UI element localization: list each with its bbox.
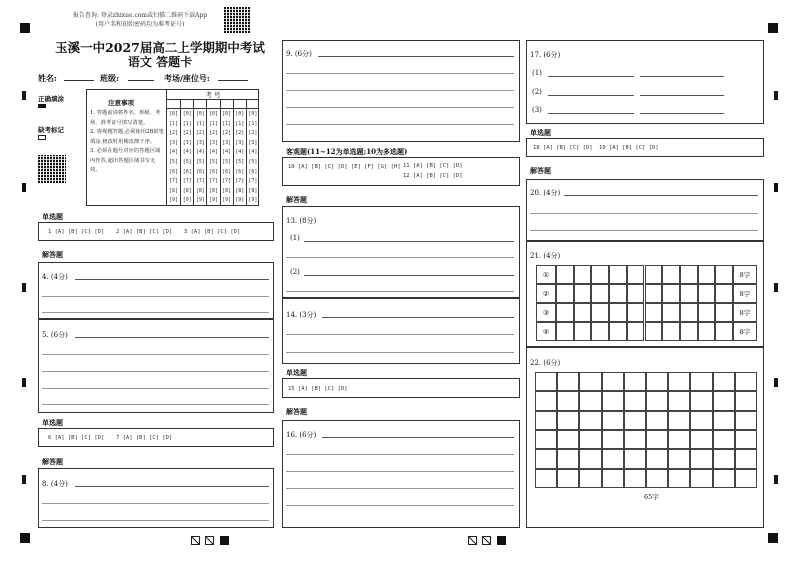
- q21-cell[interactable]: [698, 322, 716, 341]
- page-mark: [482, 536, 491, 545]
- options-q19[interactable]: 19 [A] [B] [C] [D]: [599, 145, 659, 151]
- q22-cell[interactable]: [646, 372, 668, 391]
- exam-no-bubble[interactable]: [4]: [248, 149, 258, 156]
- exam-no-bubble[interactable]: [7]: [182, 178, 192, 185]
- question-20-label: 20. (4分): [530, 189, 561, 197]
- qr-code-icon: [224, 7, 250, 33]
- q22-cell[interactable]: [602, 411, 624, 430]
- q21-row-suffix: 8字: [733, 303, 757, 322]
- exam-no-bubble[interactable]: [3]: [182, 139, 192, 146]
- question-5-label: 5. (6分): [42, 331, 68, 339]
- q21-cell[interactable]: [680, 303, 698, 322]
- q22-cell[interactable]: [713, 449, 735, 468]
- exam-no-bubble[interactable]: [2]: [169, 130, 179, 137]
- options-q15[interactable]: 15 [A] [B] [C] [D]: [288, 386, 348, 392]
- q21-cell[interactable]: [715, 284, 733, 303]
- q21-cell[interactable]: [662, 322, 680, 341]
- q21-cell[interactable]: [715, 322, 733, 341]
- question-13-1-label: (1): [290, 234, 300, 242]
- exam-no-bubble[interactable]: [3]: [208, 139, 218, 146]
- q22-cell[interactable]: [668, 430, 690, 449]
- exam-no-bubble[interactable]: [6]: [195, 168, 205, 175]
- q22-cell[interactable]: [535, 372, 557, 391]
- exam-no-bubble[interactable]: [5]: [248, 158, 258, 165]
- exam-no-bubble[interactable]: [8]: [195, 187, 205, 194]
- q22-cell[interactable]: [735, 430, 757, 449]
- room-field[interactable]: [218, 80, 248, 81]
- exam-no-bubble[interactable]: [8]: [235, 187, 245, 194]
- exam-no-column[interactable]: [246, 99, 259, 206]
- exam-no-bubble[interactable]: [8]: [208, 187, 218, 194]
- q22-cell[interactable]: [557, 430, 579, 449]
- options-q12[interactable]: 12 [A] [B] [C] [D]: [403, 173, 463, 179]
- correct-fill-sample: [38, 104, 46, 108]
- q22-cell[interactable]: [646, 430, 668, 449]
- section-objective: 客观题(11~12为单选题;10为多选题): [286, 147, 408, 156]
- q22-cell[interactable]: [713, 430, 735, 449]
- q22-cell[interactable]: [624, 411, 646, 430]
- question-21-label: 21. (4分): [530, 252, 561, 260]
- q22-cell[interactable]: [646, 411, 668, 430]
- q22-cell[interactable]: [579, 411, 601, 430]
- q21-cell[interactable]: [609, 322, 627, 341]
- q21-row-number: ④: [536, 322, 556, 341]
- corner-mark-br: [768, 533, 778, 543]
- exam-no-bubble[interactable]: [1]: [235, 120, 245, 127]
- options-q3[interactable]: 3 [A] [B] [C] [D]: [184, 229, 241, 235]
- exam-no-bubble[interactable]: [1]: [195, 120, 205, 127]
- q22-cell[interactable]: [713, 411, 735, 430]
- q22-cell[interactable]: [535, 449, 557, 468]
- q22-cell[interactable]: [690, 372, 712, 391]
- exam-no-bubble[interactable]: [9]: [195, 197, 205, 204]
- section-single-choice: 单选题: [42, 212, 63, 221]
- q21-cell[interactable]: [591, 265, 609, 284]
- q21-cell[interactable]: [609, 303, 627, 322]
- page-mark: [205, 536, 214, 545]
- q21-cell[interactable]: [662, 265, 680, 284]
- exam-no-bubble[interactable]: [9]: [182, 197, 192, 204]
- exam-no-bubble[interactable]: [6]: [235, 168, 245, 175]
- q22-cell[interactable]: [557, 469, 579, 488]
- timing-mark: [774, 378, 778, 387]
- exam-no-bubble[interactable]: [9]: [235, 197, 245, 204]
- exam-no-bubble[interactable]: [3]: [235, 139, 245, 146]
- question-14-label: 14. (3分): [286, 311, 317, 319]
- exam-no-bubble[interactable]: [0]: [208, 111, 218, 117]
- q22-cell[interactable]: [602, 391, 624, 410]
- q22-cell[interactable]: [535, 411, 557, 430]
- exam-no-bubble[interactable]: [2]: [195, 130, 205, 137]
- question-22-label: 22. (6分): [530, 359, 561, 367]
- question-17-1-label: (1): [532, 69, 542, 77]
- exam-no-column[interactable]: [206, 99, 219, 206]
- exam-no-bubbles[interactable]: [167, 99, 259, 206]
- exam-no-bubble[interactable]: [0]: [222, 111, 232, 117]
- q21-cell[interactable]: [645, 322, 663, 341]
- q22-cell[interactable]: [668, 469, 690, 488]
- exam-no-bubble[interactable]: [3]: [222, 139, 232, 146]
- card-title: 语文 答题卡: [127, 55, 193, 69]
- exam-no-column[interactable]: [193, 99, 206, 206]
- exam-no-bubble[interactable]: [6]: [208, 168, 218, 175]
- q22-cell[interactable]: [690, 430, 712, 449]
- exam-no-bubble[interactable]: [7]: [248, 178, 258, 185]
- q22-cell[interactable]: [579, 391, 601, 410]
- exam-no-bubble[interactable]: [3]: [195, 139, 205, 146]
- q21-cell[interactable]: [574, 265, 592, 284]
- q21-cell[interactable]: [556, 265, 574, 284]
- q21-cell[interactable]: [662, 303, 680, 322]
- answer-box-q14: [282, 298, 520, 364]
- q21-cell[interactable]: [627, 265, 645, 284]
- exam-no-bubble[interactable]: [1]: [248, 120, 258, 127]
- q21-cell[interactable]: [645, 265, 663, 284]
- exam-no-bubble[interactable]: [7]: [169, 178, 179, 185]
- q22-cell[interactable]: [668, 372, 690, 391]
- exam-no-bubble[interactable]: [6]: [169, 168, 179, 175]
- page-mark: [191, 536, 200, 545]
- q21-row-number: ①: [536, 265, 556, 284]
- exam-no-bubble[interactable]: [2]: [182, 130, 192, 137]
- q22-cell[interactable]: [602, 449, 624, 468]
- q21-cell[interactable]: [574, 322, 592, 341]
- timing-mark: [774, 91, 778, 100]
- timing-mark: [22, 378, 26, 387]
- q22-cell[interactable]: [668, 391, 690, 410]
- answer-box-q13: [282, 206, 520, 298]
- q22-cell[interactable]: [735, 449, 757, 468]
- q21-row-number: ③: [536, 303, 556, 322]
- timing-mark: [774, 183, 778, 192]
- q22-cell[interactable]: [735, 411, 757, 430]
- exam-no-bubble[interactable]: [2]: [222, 130, 232, 137]
- q21-cell[interactable]: [591, 322, 609, 341]
- exam-no-column[interactable]: [180, 99, 193, 206]
- exam-no-bubble[interactable]: [4]: [182, 149, 192, 156]
- question-16-label: 16. (6分): [286, 431, 317, 439]
- q21-cell[interactable]: [715, 303, 733, 322]
- q21-cell[interactable]: [698, 284, 716, 303]
- exam-no-bubble[interactable]: [6]: [222, 168, 232, 175]
- timing-mark: [22, 183, 26, 192]
- q21-row-suffix: 8字: [733, 284, 757, 303]
- exam-no-bubble[interactable]: [2]: [248, 130, 258, 137]
- q21-row-number: ②: [536, 284, 556, 303]
- exam-no-bubble[interactable]: [3]: [248, 139, 258, 146]
- notice-title: 注意事项: [108, 99, 134, 107]
- q22-cell[interactable]: [624, 372, 646, 391]
- q21-cell[interactable]: [556, 322, 574, 341]
- q21-row-suffix: 8字: [733, 265, 757, 284]
- q21-cell[interactable]: [680, 284, 698, 303]
- options-q6[interactable]: 6 [A] [B] [C] [D]: [48, 435, 105, 441]
- exam-no-bubble[interactable]: [7]: [235, 178, 245, 185]
- exam-no-bubble[interactable]: [9]: [208, 197, 218, 204]
- exam-no-bubble[interactable]: [3]: [169, 139, 179, 146]
- exam-no-bubble[interactable]: [1]: [169, 120, 179, 127]
- exam-no-bubble[interactable]: [1]: [222, 120, 232, 127]
- exam-no-label: 考 号: [205, 91, 221, 99]
- q22-cell[interactable]: [690, 449, 712, 468]
- question-4-label: 4. (4分): [42, 273, 68, 281]
- corner-mark-bl: [20, 533, 30, 543]
- q22-cell[interactable]: [624, 391, 646, 410]
- section-single-choice: 单选题: [42, 418, 63, 427]
- q21-cell[interactable]: [627, 303, 645, 322]
- question-13-label: 13. (8分): [286, 217, 317, 225]
- exam-no-bubble[interactable]: [8]: [169, 187, 179, 194]
- question-13-2-label: (2): [290, 268, 300, 276]
- q22-cell[interactable]: [602, 430, 624, 449]
- q22-cell[interactable]: [735, 391, 757, 410]
- answer-box-q17: [526, 40, 764, 124]
- q22-cell[interactable]: [646, 449, 668, 468]
- q22-cell[interactable]: [735, 372, 757, 391]
- section-single-choice: 单选题: [530, 128, 551, 137]
- answer-box-q20: [526, 179, 764, 241]
- question-17-3-label: (3): [532, 106, 542, 114]
- q22-cell[interactable]: [668, 411, 690, 430]
- q22-cell[interactable]: [624, 449, 646, 468]
- exam-no-bubble[interactable]: [4]: [208, 149, 218, 156]
- exam-no-bubble[interactable]: [6]: [182, 168, 192, 175]
- section-single-choice: 单选题: [286, 368, 307, 377]
- answer-box-q4: [38, 262, 274, 319]
- q21-cell[interactable]: [627, 322, 645, 341]
- timing-mark: [774, 283, 778, 292]
- question-17-label: 17. (6分): [530, 51, 561, 59]
- exam-no-bubble[interactable]: [5]: [222, 158, 232, 165]
- q22-cell[interactable]: [646, 469, 668, 488]
- exam-no-bubble[interactable]: [5]: [208, 158, 218, 165]
- options-q7[interactable]: 7 [A] [B] [C] [D]: [116, 435, 173, 441]
- q21-cell[interactable]: [680, 265, 698, 284]
- q21-cell[interactable]: [698, 265, 716, 284]
- q22-word-count: 65字: [644, 493, 659, 501]
- q21-cell[interactable]: [698, 303, 716, 322]
- exam-no-bubble[interactable]: [0]: [169, 111, 179, 117]
- section-answer: 解答题: [286, 195, 307, 204]
- q22-cell[interactable]: [668, 449, 690, 468]
- section-answer: 解答题: [42, 250, 63, 259]
- timing-mark: [774, 475, 778, 484]
- name-field[interactable]: [64, 80, 94, 81]
- q21-cell[interactable]: [645, 284, 663, 303]
- section-answer: 解答题: [286, 407, 307, 416]
- exam-no-column[interactable]: [233, 99, 246, 206]
- exam-no-bubble[interactable]: [1]: [182, 120, 192, 127]
- absent-mark-label: 缺考标记: [38, 126, 64, 134]
- section-answer: 解答题: [530, 166, 551, 175]
- q22-cell[interactable]: [535, 469, 557, 488]
- exam-no-bubble[interactable]: [0]: [248, 111, 258, 117]
- q21-cell[interactable]: [609, 265, 627, 284]
- exam-no-bubble[interactable]: [8]: [182, 187, 192, 194]
- q21-cell[interactable]: [627, 284, 645, 303]
- q22-cell[interactable]: [690, 411, 712, 430]
- exam-no-bubble[interactable]: [1]: [208, 120, 218, 127]
- notice-text: 1. 答题前请将姓名、班级、考场、准考证号填写清楚。 2. 客观题答题,必须使用2B铅笔填涂,修改时用橡皮擦干净。 3. 必须在题号对应的答题区域内作答,超出答题区域书写无效。: [90, 110, 164, 173]
- q22-cell[interactable]: [557, 372, 579, 391]
- correct-fill-label: 正确填涂: [38, 95, 64, 103]
- exam-no-bubble[interactable]: [7]: [195, 178, 205, 185]
- class-field[interactable]: [128, 80, 154, 81]
- exam-no-bubble[interactable]: [9]: [169, 197, 179, 204]
- page-mark: [497, 536, 506, 545]
- exam-no-bubble[interactable]: [0]: [195, 111, 205, 117]
- timing-mark: [22, 91, 26, 100]
- section-answer: 解答题: [42, 457, 63, 466]
- q22-cell[interactable]: [579, 372, 601, 391]
- q22-cell[interactable]: [646, 391, 668, 410]
- exam-no-bubble[interactable]: [8]: [222, 187, 232, 194]
- room-label: 考场/座位号:: [164, 73, 210, 83]
- timing-mark: [22, 475, 26, 484]
- question-8-label: 8. (4分): [42, 480, 68, 488]
- options-q10[interactable]: 10 [A] [B] [C] [D] [E] [F] [G] [H]: [288, 164, 401, 170]
- q21-cell[interactable]: [556, 303, 574, 322]
- exam-no-bubble[interactable]: [2]: [235, 130, 245, 137]
- q22-writing-grid[interactable]: [535, 372, 757, 488]
- exam-title: 玉溪一中2027届高二上学期期中考试: [55, 40, 265, 55]
- q22-cell[interactable]: [735, 469, 757, 488]
- q21-cell[interactable]: [574, 303, 592, 322]
- options-q11[interactable]: 11 [A] [B] [C] [D]: [403, 163, 463, 169]
- q21-cell[interactable]: [591, 284, 609, 303]
- q22-cell[interactable]: [579, 449, 601, 468]
- q22-cell[interactable]: [713, 391, 735, 410]
- exam-no-bubble[interactable]: [8]: [248, 187, 258, 194]
- answer-box-q8: [38, 468, 274, 528]
- answer-box-q10-12: [282, 157, 520, 186]
- q22-cell[interactable]: [579, 430, 601, 449]
- q22-cell[interactable]: [535, 430, 557, 449]
- q21-cell[interactable]: [609, 284, 627, 303]
- exam-no-bubble[interactable]: [0]: [182, 111, 192, 117]
- q22-cell[interactable]: [624, 469, 646, 488]
- q22-cell[interactable]: [557, 411, 579, 430]
- q21-cell[interactable]: [645, 303, 663, 322]
- barcode-qr-icon: [38, 155, 66, 183]
- exam-no-bubble[interactable]: [5]: [195, 158, 205, 165]
- question-9-label: 9. (6分): [286, 50, 312, 58]
- q21-cell[interactable]: [556, 284, 574, 303]
- q22-cell[interactable]: [557, 449, 579, 468]
- corner-mark-tr: [768, 23, 778, 33]
- exam-no-column[interactable]: [167, 99, 180, 206]
- page-mark: [220, 536, 229, 545]
- q22-cell[interactable]: [624, 430, 646, 449]
- q22-cell[interactable]: [690, 469, 712, 488]
- q21-row-suffix: 8字: [733, 322, 757, 341]
- options-q1[interactable]: 1 [A] [B] [C] [D]: [48, 229, 105, 235]
- q21-cell[interactable]: [591, 303, 609, 322]
- q21-cell[interactable]: [574, 284, 592, 303]
- exam-no-bubble[interactable]: [6]: [248, 168, 258, 175]
- class-label: 班级:: [100, 73, 119, 83]
- q22-cell[interactable]: [535, 391, 557, 410]
- name-label: 姓名:: [38, 73, 57, 83]
- q22-cell[interactable]: [690, 391, 712, 410]
- question-17-2-label: (2): [532, 88, 542, 96]
- exam-no-bubble[interactable]: [7]: [208, 178, 218, 185]
- q21-writing-grid[interactable]: [536, 265, 757, 341]
- answer-box-q5: [38, 319, 274, 413]
- options-q2[interactable]: 2 [A] [B] [C] [D]: [116, 229, 173, 235]
- exam-no-bubble[interactable]: [4]: [222, 149, 232, 156]
- q21-cell[interactable]: [680, 322, 698, 341]
- q22-cell[interactable]: [713, 372, 735, 391]
- q21-cell[interactable]: [715, 265, 733, 284]
- exam-no-bubble[interactable]: [0]: [235, 111, 245, 117]
- q22-cell[interactable]: [713, 469, 735, 488]
- exam-no-bubble[interactable]: [5]: [169, 158, 179, 165]
- q22-cell[interactable]: [579, 469, 601, 488]
- exam-no-column[interactable]: [220, 99, 233, 206]
- exam-no-bubble[interactable]: [2]: [208, 130, 218, 137]
- exam-no-bubble[interactable]: [4]: [235, 149, 245, 156]
- q22-cell[interactable]: [602, 469, 624, 488]
- exam-no-bubble[interactable]: [9]: [248, 197, 258, 204]
- options-q18[interactable]: 18 [A] [B] [C] [D]: [533, 145, 593, 151]
- exam-no-bubble[interactable]: [9]: [222, 197, 232, 204]
- exam-no-bubble[interactable]: [7]: [222, 178, 232, 185]
- timing-mark: [22, 283, 26, 292]
- exam-no-bubble[interactable]: [5]: [182, 158, 192, 165]
- exam-no-bubble[interactable]: [4]: [169, 149, 179, 156]
- report-note: 报告查询: 登录zhixue.com或扫描二维码下载App (用户名和初始密码均为准考证号): [72, 12, 208, 28]
- q22-cell[interactable]: [602, 372, 624, 391]
- exam-no-bubble[interactable]: [4]: [195, 149, 205, 156]
- q22-cell[interactable]: [557, 391, 579, 410]
- exam-no-bubble[interactable]: [5]: [235, 158, 245, 165]
- q21-cell[interactable]: [662, 284, 680, 303]
- corner-mark-tl: [20, 23, 30, 33]
- absent-checkbox[interactable]: [38, 135, 46, 140]
- page-mark: [468, 536, 477, 545]
